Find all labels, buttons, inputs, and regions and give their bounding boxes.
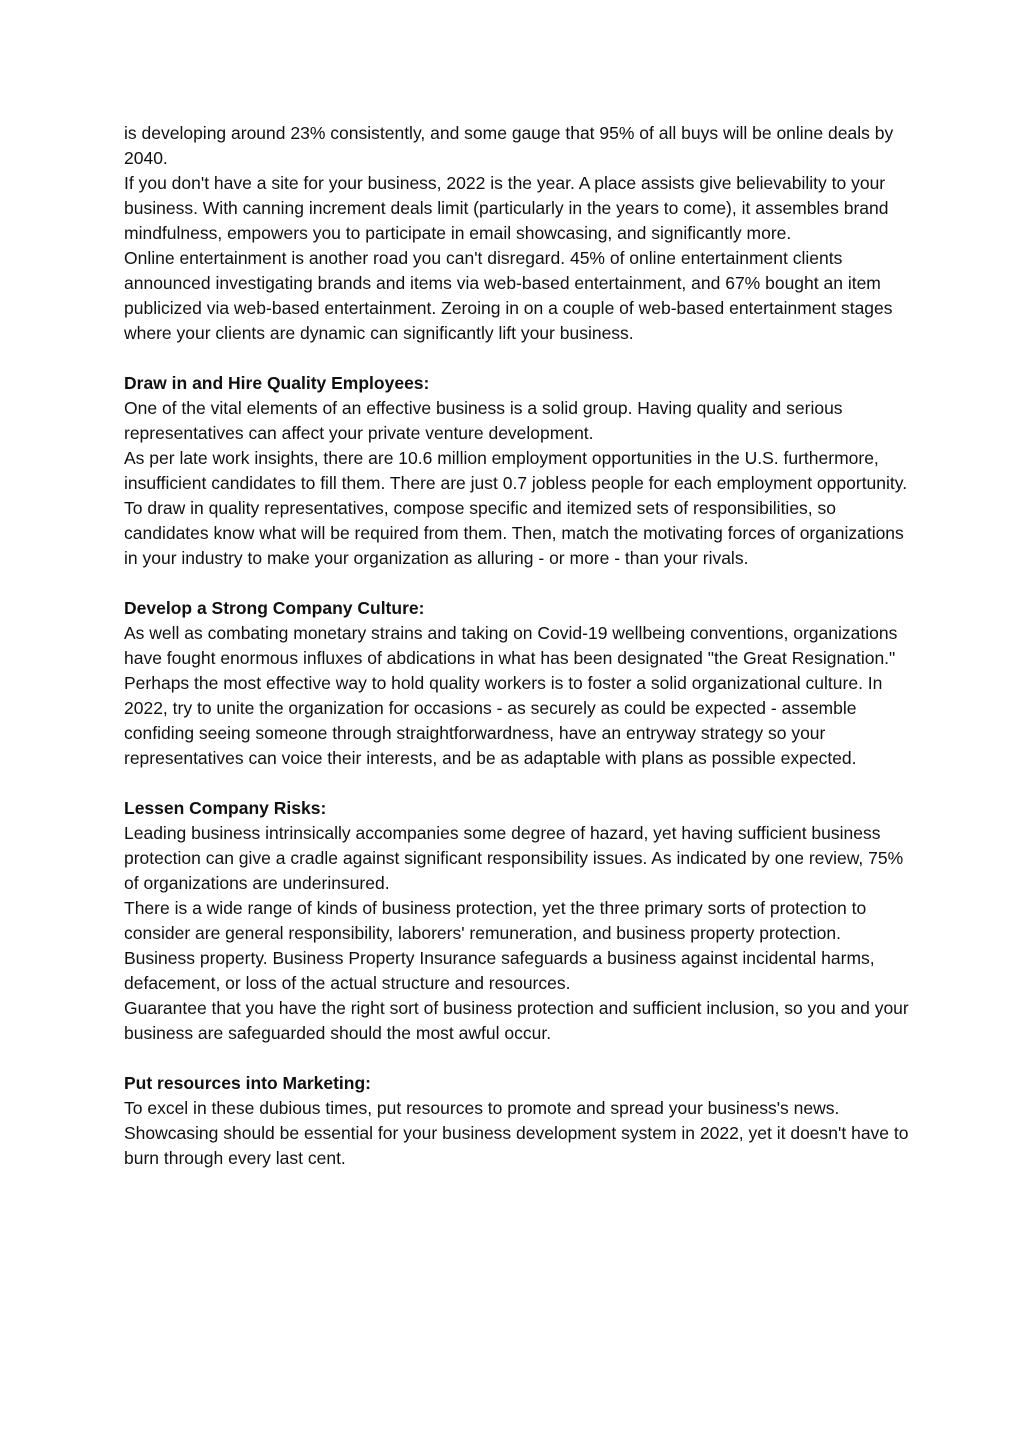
section-company-culture [124, 596, 914, 771]
document-page [124, 121, 914, 1171]
section-company-risks [124, 796, 914, 1046]
paragraph: As well as combating monetary strains and taking on Covid-19 wellbeing conventions, organizations have fought enormous influxes of abdications in what has been designated "the Great Resignation." [124, 623, 898, 668]
paragraph: If you don't have a site for your business, 2022 is the year. A place assists give believability to your business. With canning increment deals limit (particularly in the years to come), it assembles brand mindfulness, empowers you to participate in email showcasing, and significantly more. [124, 173, 889, 243]
paragraph: There is a wide range of kinds of business protection, yet the three primary sorts of protection to consider are general responsibility, laborers' remuneration, and business property protection. [124, 898, 867, 943]
section-heading: Develop a Strong Company Culture: [124, 598, 425, 618]
section-marketing [124, 1071, 914, 1171]
section-hire-employees [124, 371, 914, 571]
paragraph: To excel in these dubious times, put resources to promote and spread your business's news. Showcasing should be essential for your business development system in 2022, yet it doesn't have to burn through every last cent. [124, 1098, 909, 1168]
section-heading: Lessen Company Risks: [124, 798, 327, 818]
paragraph: Guarantee that you have the right sort of business protection and sufficient inclusion, so you and your business are safeguarded should the most awful occur. [124, 998, 909, 1043]
paragraph: As per late work insights, there are 10.6 million employment opportunities in the U.S. furthermore, insufficient candidates to fill them. There are just 0.7 jobless people for each employment opportunity. [124, 448, 908, 493]
paragraph: To draw in quality representatives, compose specific and itemized sets of responsibilities, so candidates know what will be required from them. Then, match the motivating forces of organizations in your industry to make your organization as alluring - or more - than your rivals. [124, 498, 904, 568]
paragraph: Business property. Business Property Insurance safeguards a business against incidental harms, defacement, or loss of the actual structure and resources. [124, 948, 875, 993]
section-heading: Put resources into Marketing: [124, 1073, 371, 1093]
paragraph: is developing around 23% consistently, and some gauge that 95% of all buys will be online deals by 2040. [124, 123, 894, 168]
paragraph: Perhaps the most effective way to hold quality workers is to foster a solid organizational culture. In 2022, try to unite the organization for occasions - as securely as could be expected - assemble confiding seeing someone through straightforwardness, have an entryway strategy so your representatives can voice their interests, and be as adaptable with plans as possible expected. [124, 673, 883, 768]
paragraph: One of the vital elements of an effective business is a solid group. Having quality and serious representatives can affect your private venture development. [124, 398, 843, 443]
paragraph: Leading business intrinsically accompanies some degree of hazard, yet having sufficient business protection can give a cradle against significant responsibility issues. As indicated by one review, 75% of organizations are underinsured. [124, 823, 904, 893]
section-heading: Draw in and Hire Quality Employees: [124, 373, 430, 393]
paragraph: Online entertainment is another road you can't disregard. 45% of online entertainment clients announced investigating brands and items via web-based entertainment, and 67% bought an item publicized via web-based entertainment. Zeroing in on a couple of web-based entertainment stages where your clients are dynamic can significantly lift your business. [124, 248, 893, 343]
intro-section [124, 121, 914, 346]
